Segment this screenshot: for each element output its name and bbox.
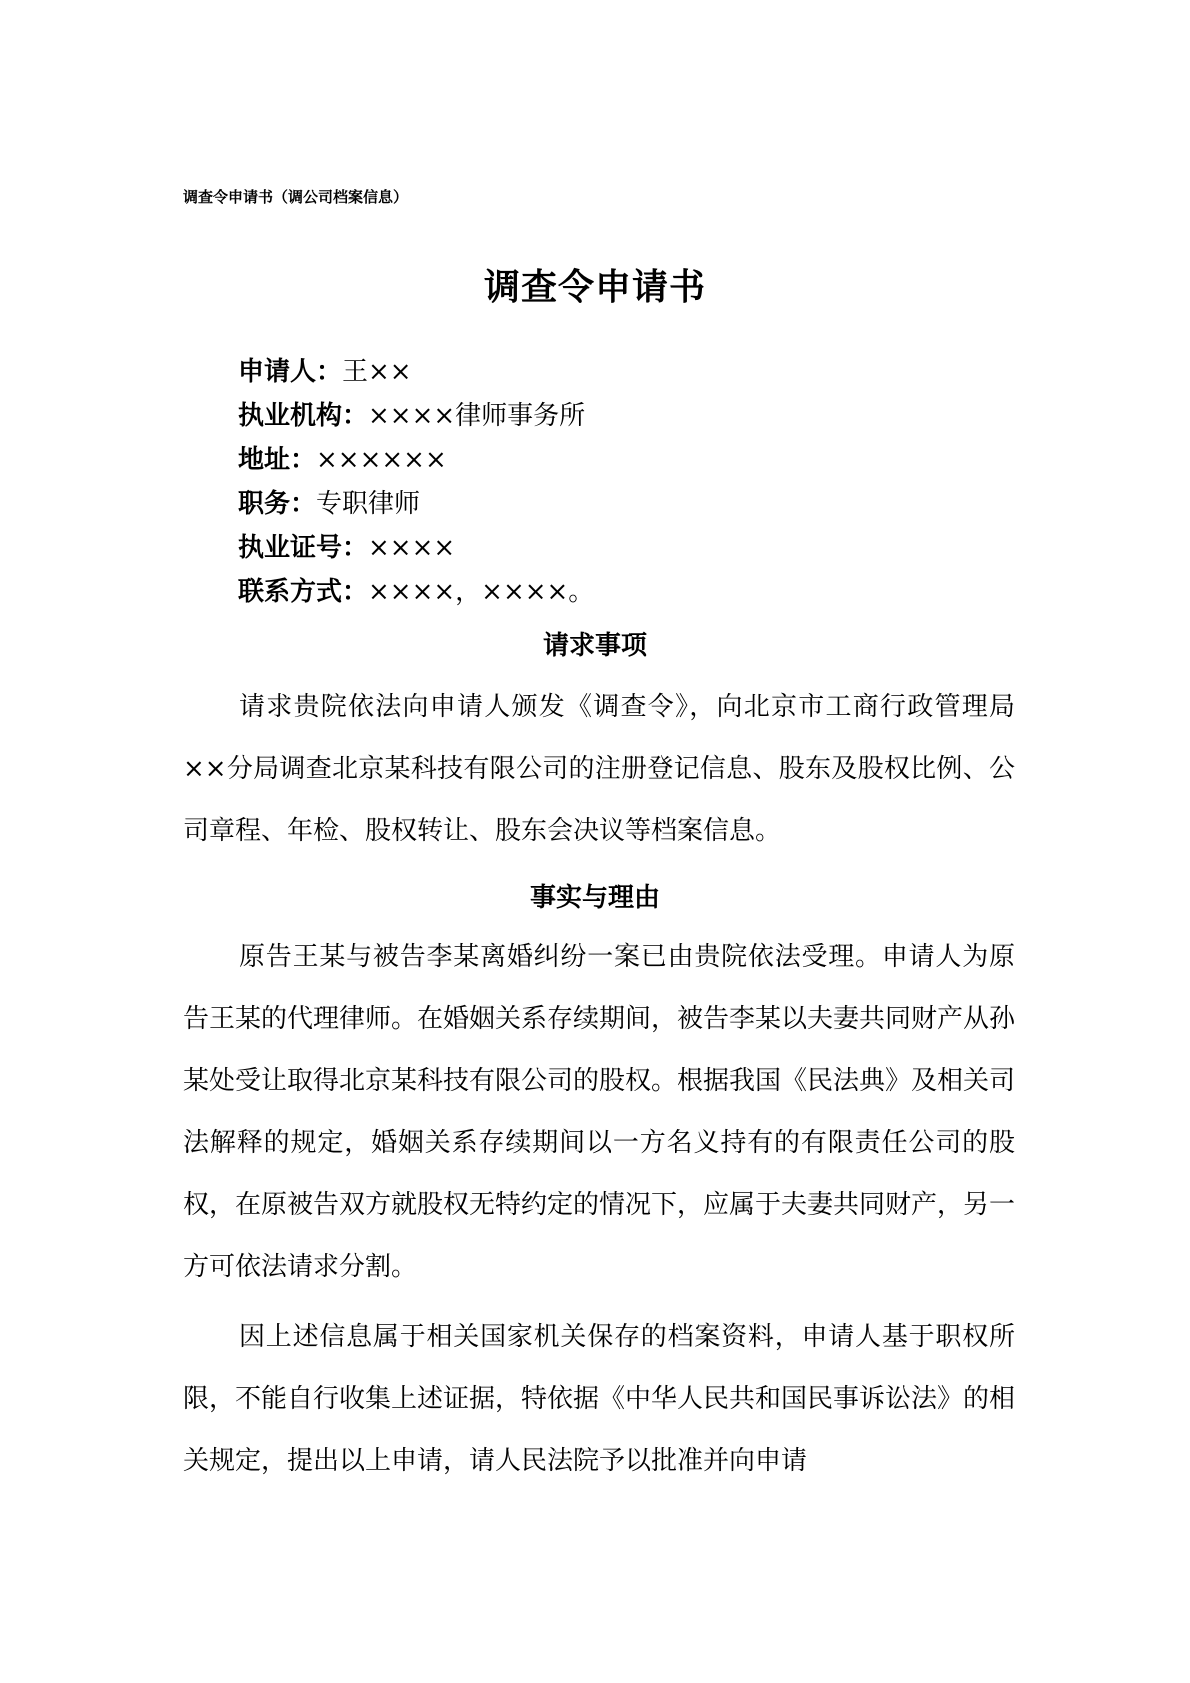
address-label: 地址： bbox=[238, 445, 317, 475]
facts-heading: 事实与理由 bbox=[529, 883, 660, 913]
facts-paragraph-1: 原告王某与被告李某离婚纠纷一案已由贵院依法受理。申请人为原告王某的代理律师。在婚姻关系存续期间，被告李某以夫妻共同财产从孙某处受让取得北京某科技有限公司的股权。根据我国《民法典》及相关司法解释的规定，婚姻关系存续期间以一方名义持有的有限责任公司的股权，在原被告双方就股权无特约定的情况下，应属于夫妻共同财产，另一方可依法请求分割。 bbox=[183, 942, 1016, 1282]
applicant-info bbox=[238, 350, 594, 614]
practice-institution-row bbox=[238, 394, 594, 438]
document-header: 调查令申请书（调公司档案信息） bbox=[183, 188, 409, 206]
address-value: ×××××× bbox=[316, 445, 447, 475]
document-title: 调查令申请书 bbox=[483, 266, 706, 308]
position-row bbox=[238, 482, 594, 526]
address-row bbox=[238, 438, 594, 482]
position-value: 专职律师 bbox=[316, 489, 421, 519]
applicant-name-label: 申请人： bbox=[238, 357, 343, 387]
request-paragraph: 请求贵院依法向申请人颁发《调查令》，向北京市工商行政管理局××分局调查北京某科技有限公司的注册登记信息、股东及股权比例、公司章程、年检、股权转让、股东会决议等档案信息。 bbox=[183, 692, 1015, 846]
license-number-row bbox=[238, 526, 594, 570]
practice-institution-label: 执业机构： bbox=[238, 401, 369, 431]
license-number-label: 执业证号： bbox=[238, 533, 369, 563]
applicant-name-row bbox=[238, 350, 594, 394]
contact-row bbox=[238, 570, 594, 614]
facts-paragraph-2: 因上述信息属于相关国家机关保存的档案资料，申请人基于职权所限，不能自行收集上述证据，特依据《中华人民共和国民事诉讼法》的相关规定，提出以上申请，请人民法院予以批准并向申请 bbox=[183, 1322, 1016, 1476]
license-number-value: ×××× bbox=[368, 533, 456, 563]
contact-value: ××××，××××。 bbox=[368, 577, 595, 607]
request-heading: 请求事项 bbox=[542, 631, 647, 661]
position-label: 职务： bbox=[238, 489, 317, 519]
practice-institution-value: ××××律师事务所 bbox=[368, 401, 586, 431]
contact-label: 联系方式： bbox=[238, 577, 369, 607]
applicant-name-value: 王×× bbox=[342, 357, 412, 387]
